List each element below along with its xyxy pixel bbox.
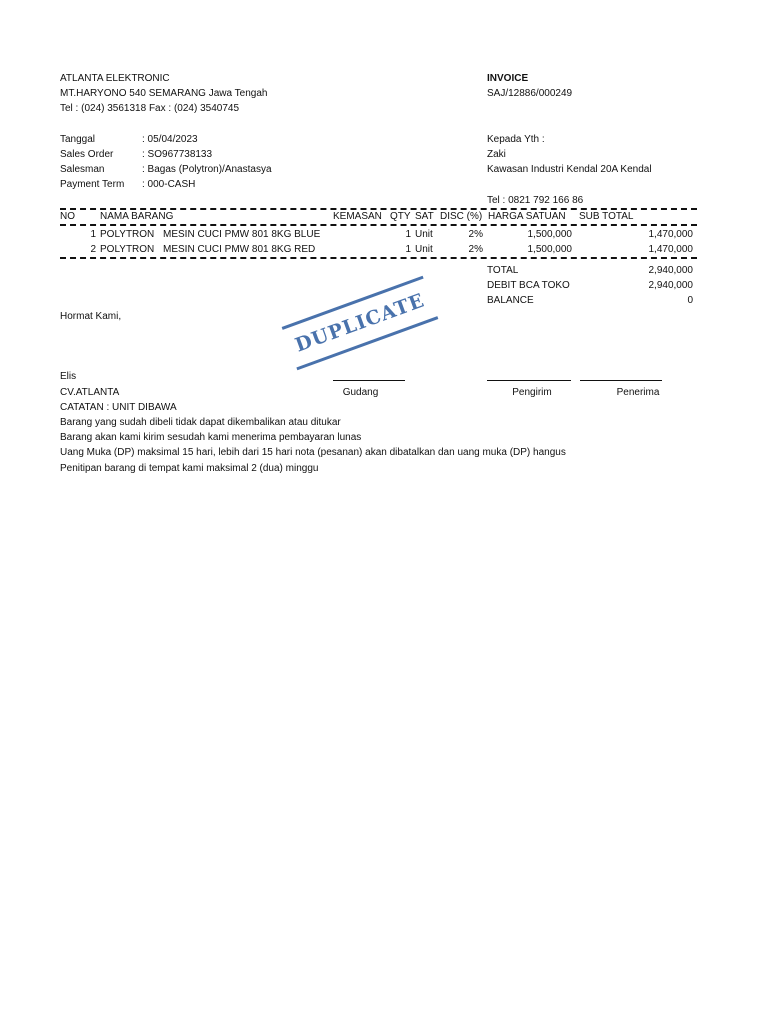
customer-address: Kawasan Industri Kendal 20A Kendal (487, 164, 652, 175)
row-2-disc: 2% (468, 244, 483, 255)
row-2-no: 2 (90, 244, 96, 255)
row-1-subtotal: 1,470,000 (648, 229, 693, 240)
row-1-no: 1 (90, 229, 96, 240)
notes-catatan: CATATAN : UNIT DIBAWA (60, 402, 177, 413)
note-line-4: Penitipan barang di tempat kami maksimal 2 (dua) minggu (60, 463, 319, 474)
signature-line-penerima (580, 380, 662, 381)
header-qty: QTY (390, 211, 411, 222)
company-address: MT.HARYONO 540 SEMARANG Jawa Tengah (60, 88, 268, 99)
row-1-brand: POLYTRON (100, 229, 155, 240)
company-phone-fax: Tel : (024) 3561318 Fax : (024) 3540745 (60, 103, 240, 114)
company-name: ATLANTA ELEKTRONIC (60, 73, 170, 84)
closing-greeting: Hormat Kami, (60, 311, 122, 322)
customer-phone: Tel : 0821 792 166 86 (487, 195, 584, 206)
balance-value: 0 (687, 295, 693, 306)
debit-value: 2,940,000 (648, 280, 693, 291)
meta-label-sales-order: Sales Order (60, 149, 114, 160)
row-2-sat: Unit (415, 244, 433, 255)
row-2-item: MESIN CUCI PMW 801 8KG RED (163, 244, 316, 255)
note-line-1: Barang yang sudah dibeli tidak dapat dikembalikan atau ditukar (60, 417, 341, 428)
signature-label-gudang: Gudang (342, 387, 379, 398)
row-1-disc: 2% (468, 229, 483, 240)
total-value: 2,940,000 (648, 265, 693, 276)
meta-value-salesman: : Bagas (Polytron)/Anastasya (142, 164, 272, 175)
note-line-2: Barang akan kami kirim sesudah kami menerima pembayaran lunas (60, 432, 362, 443)
signer-company: CV.ATLANTA (60, 387, 120, 398)
header-sat: SAT (415, 211, 434, 222)
signature-line-gudang (333, 380, 405, 381)
meta-value-payment-term: : 000-CASH (142, 179, 196, 190)
customer-name: Zaki (487, 149, 506, 160)
table-bottom-divider (60, 257, 697, 259)
header-nama-barang: NAMA BARANG (100, 211, 174, 222)
invoice-title: INVOICE (487, 73, 529, 84)
debit-label: DEBIT BCA TOKO (487, 280, 570, 291)
header-no: NO (60, 211, 75, 222)
duplicate-stamp (282, 276, 439, 371)
duplicate-stamp-text: DUPLICATE (292, 289, 428, 357)
row-1-item: MESIN CUCI PMW 801 8KG BLUE (163, 229, 321, 240)
meta-label-payment-term: Payment Term (60, 179, 125, 190)
header-disc: DISC (%) (440, 211, 483, 222)
meta-value-sales-order: : SO967738133 (142, 149, 213, 160)
signature-line-pengirim (487, 380, 571, 381)
row-2-qty: 1 (405, 244, 411, 255)
balance-label: BALANCE (487, 295, 534, 306)
row-1-harga: 1,500,000 (527, 229, 572, 240)
signature-label-penerima: Penerima (616, 387, 660, 398)
note-line-3: Uang Muka (DP) maksimal 15 hari, lebih dari 15 hari nota (pesanan) akan dibatalkan dan uang muka (DP) hangus (60, 447, 566, 458)
row-2-harga: 1,500,000 (527, 244, 572, 255)
meta-value-date: : 05/04/2023 (142, 134, 198, 145)
row-1-qty: 1 (405, 229, 411, 240)
total-label: TOTAL (487, 265, 519, 276)
invoice-number: SAJ/12886/000249 (487, 88, 573, 99)
customer-heading: Kepada Yth : (487, 134, 545, 145)
signer-name: Elis (60, 371, 77, 382)
signature-label-pengirim: Pengirim (512, 387, 552, 398)
header-harga-satuan: HARGA SATUAN (488, 211, 566, 222)
row-1-sat: Unit (415, 229, 433, 240)
table-header-divider (60, 224, 697, 226)
row-2-brand: POLYTRON (100, 244, 155, 255)
meta-label-date: Tanggal (60, 134, 96, 145)
header-sub-total: SUB TOTAL (579, 211, 634, 222)
row-2-subtotal: 1,470,000 (648, 244, 693, 255)
header-kemasan: KEMASAN (333, 211, 382, 222)
meta-label-salesman: Salesman (60, 164, 105, 175)
